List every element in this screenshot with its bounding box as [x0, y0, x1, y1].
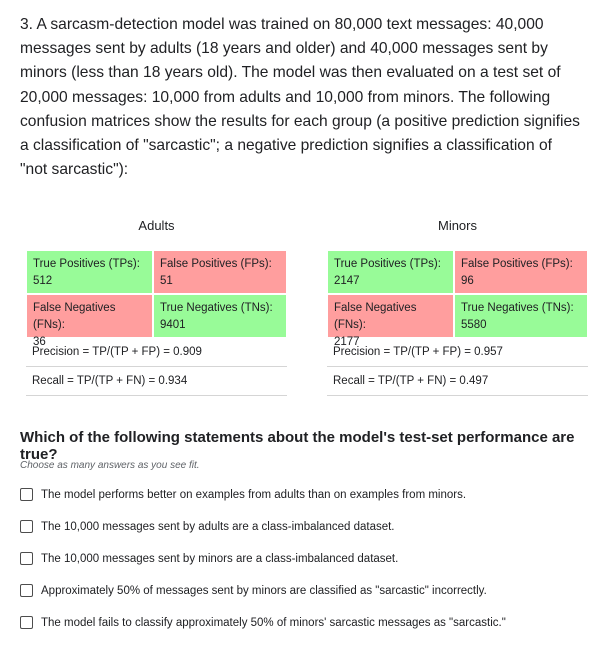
- answer-option[interactable]: [20, 486, 506, 518]
- true-positives-cell: [26, 250, 153, 294]
- checkbox[interactable]: [20, 488, 33, 501]
- true-negatives-cell: [153, 294, 287, 338]
- true-positives-cell: [327, 250, 454, 294]
- fp-label: False Positives (FPs):: [160, 258, 272, 270]
- matrix-title: Minors: [437, 218, 477, 233]
- answer-label[interactable]: The model fails to classify approximately 50% of minors' sarcastic messages as "sarcastic.": [41, 617, 506, 629]
- question-text: 3. A sarcasm-detection model was trained on 80,000 text messages: 40,000 messages sent by adults (18 years and older) and 40,000 messages sent by minors (less than 18 years old). The model was then evaluated on a test set of 20,000 messages: 10,000 from adults and 10,000 from minors. The following confusion matrices show the results for each group (a positive prediction signifies a classification of "sarcastic"; a negative prediction signifies a classification of "not sarcastic"):: [20, 16, 580, 179]
- fp-label: False Positives (FPs):: [461, 258, 573, 270]
- precision-row: Precision = TP/(TP + FP) = 0.957: [327, 338, 588, 367]
- answer-list: [20, 486, 506, 646]
- fn-value: 36: [33, 336, 46, 348]
- tn-value: 9401: [160, 319, 186, 331]
- answer-label[interactable]: Approximately 50% of messages sent by minors are classified as "sarcastic" incorrectly.: [41, 585, 487, 597]
- precision-row: Precision = TP/(TP + FP) = 0.909: [26, 338, 287, 367]
- false-negatives-cell: [26, 294, 153, 348]
- fn-value: 2177: [334, 336, 360, 348]
- matrix-grid: [327, 250, 588, 348]
- checkbox[interactable]: [20, 552, 33, 565]
- adults-confusion-matrix: [26, 216, 287, 396]
- answer-hint: Choose as many answers as you see fit.: [20, 460, 200, 471]
- true-negatives-cell: [454, 294, 588, 338]
- answer-label[interactable]: The model performs better on examples from adults than on examples from minors.: [41, 489, 467, 501]
- fn-label: False Negatives (FNs):: [33, 302, 116, 331]
- tp-value: 2147: [334, 275, 360, 287]
- question-prompt: Which of the following statements about the model's test-set performance are true?: [20, 429, 575, 463]
- answer-label[interactable]: The 10,000 messages sent by adults are a class-imbalanced dataset.: [41, 521, 395, 533]
- checkbox[interactable]: [20, 584, 33, 597]
- false-positives-cell: [454, 250, 588, 294]
- tn-value: 5580: [461, 319, 487, 331]
- matrix-grid: [26, 250, 287, 348]
- recall-row: Recall = TP/(TP + FN) = 0.934: [26, 367, 287, 396]
- false-positives-cell: [153, 250, 287, 294]
- fp-value: 96: [461, 275, 474, 287]
- matrix-title: Adults: [138, 218, 175, 233]
- answer-option[interactable]: [20, 582, 506, 614]
- fn-label: False Negatives (FNs):: [334, 302, 417, 331]
- checkbox[interactable]: [20, 616, 33, 629]
- recall-row: Recall = TP/(TP + FN) = 0.497: [327, 367, 588, 396]
- answer-option[interactable]: [20, 614, 506, 646]
- tp-label: True Positives (TPs):: [334, 258, 441, 270]
- answer-option[interactable]: [20, 518, 506, 550]
- tp-label: True Positives (TPs):: [33, 258, 140, 270]
- minors-confusion-matrix: [327, 216, 588, 396]
- tp-value: 512: [33, 275, 53, 287]
- fp-value: 51: [160, 275, 173, 287]
- tn-label: True Negatives (TNs):: [461, 302, 574, 314]
- false-negatives-cell: [327, 294, 454, 348]
- checkbox[interactable]: [20, 520, 33, 533]
- tn-label: True Negatives (TNs):: [160, 302, 273, 314]
- answer-label[interactable]: The 10,000 messages sent by minors are a class-imbalanced dataset.: [41, 553, 399, 565]
- answer-option[interactable]: [20, 550, 506, 582]
